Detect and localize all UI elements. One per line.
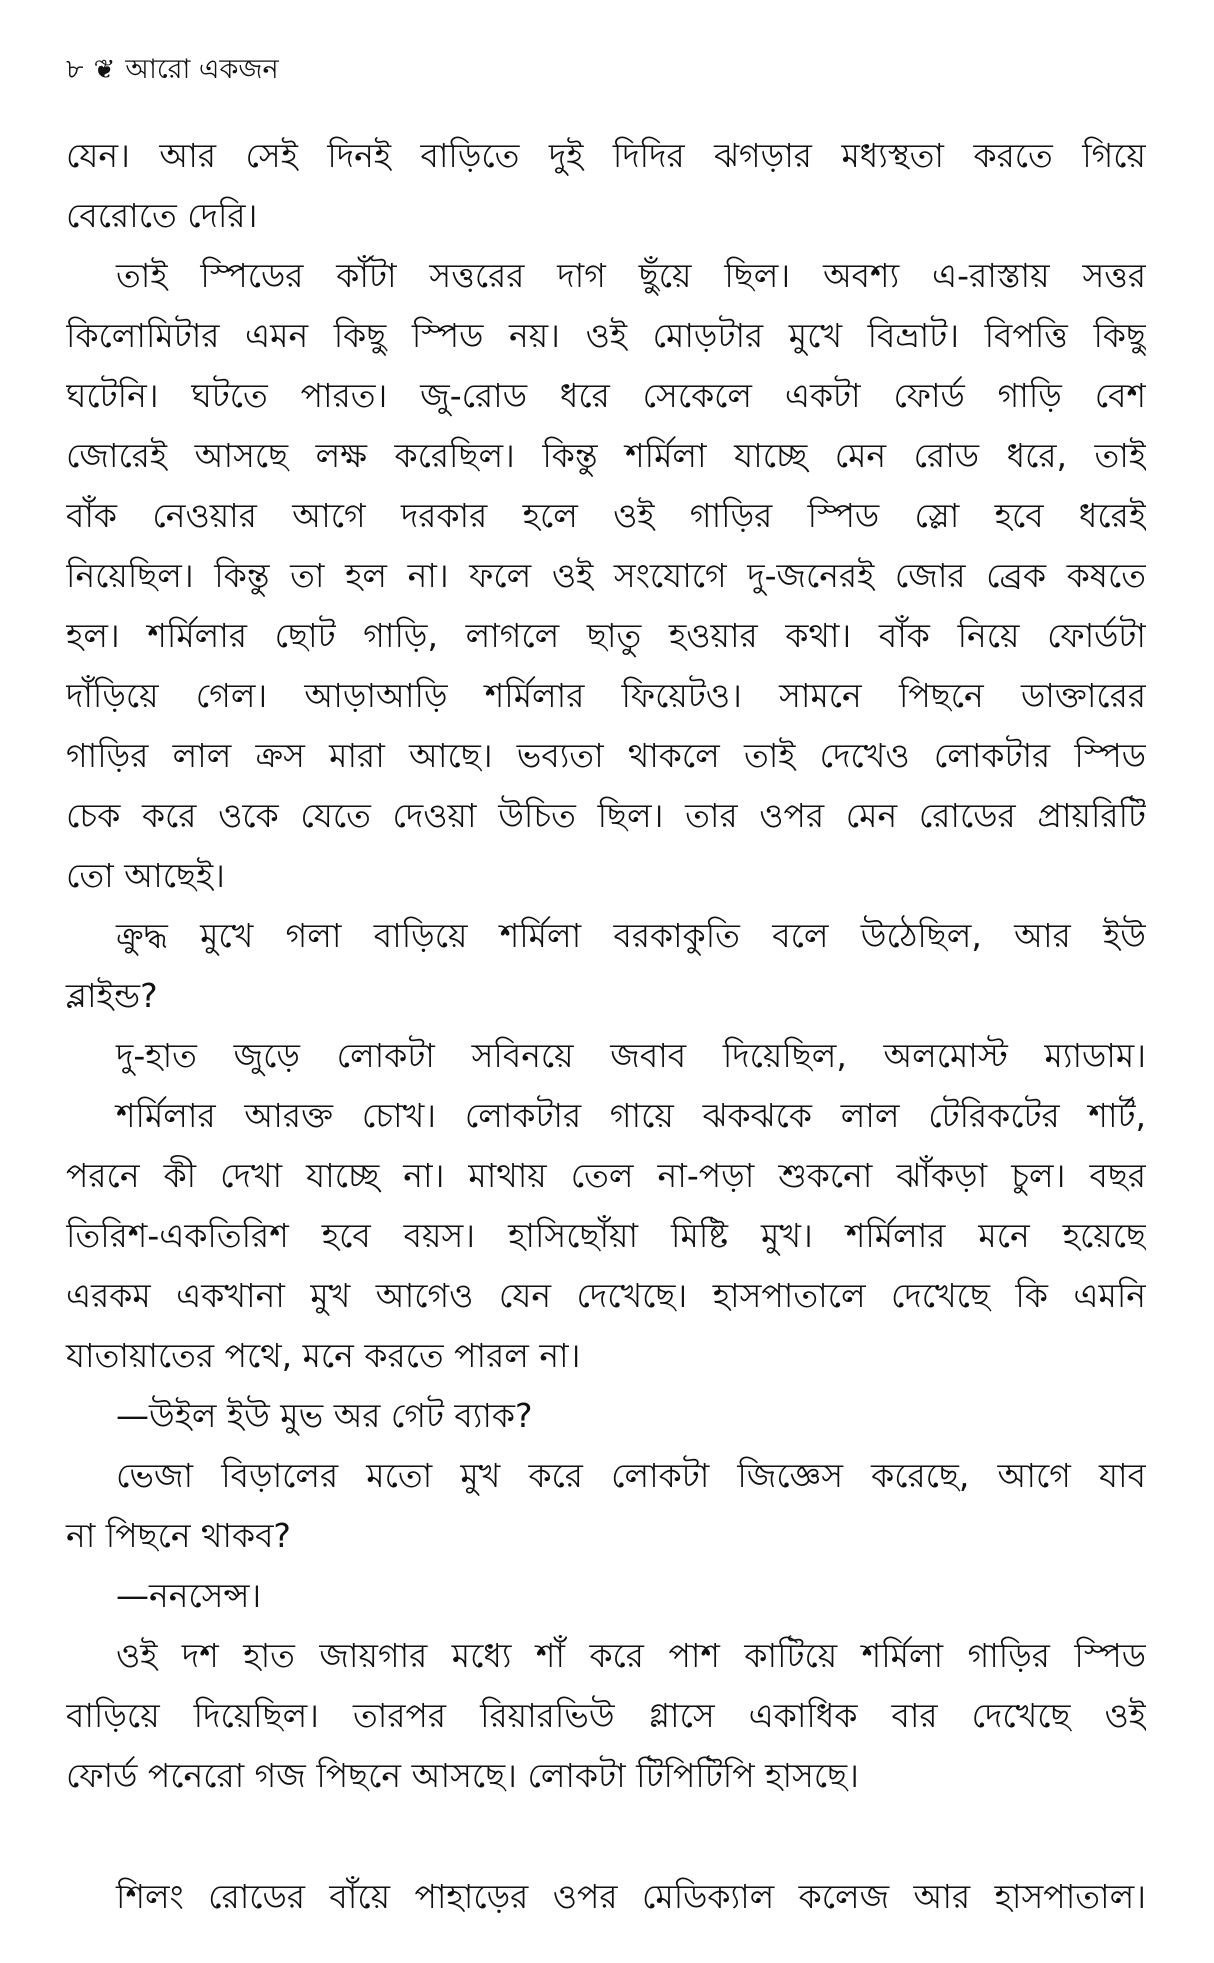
text-line: চেক করে ওকে যেতে দেওয়া উচিত ছিল। তার ওপর মেন রোডের প্রায়রিটি xyxy=(66,796,1146,835)
text-line: —উইল ইউ মুভ অর গেট ব্যাক? xyxy=(116,1396,533,1435)
text-line: তিরিশ-একতিরিশ হবে বয়স। হাসিছোঁয়া মিষ্টি মুখ। শর্মিলার মনে হয়েছে xyxy=(66,1216,1146,1255)
text-line: তো আছেই। xyxy=(66,856,225,895)
text-line: পরনে কী দেখা যাচ্ছে না। মাথায় তেল না-পড়া শুকনো ঝাঁকড়া চুল। বছর xyxy=(66,1156,1146,1195)
text-line: জোরেই আসছে লক্ষ করেছিল। কিন্তু শর্মিলা যাচ্ছে মেন রোড ধরে, তাই xyxy=(66,436,1146,475)
text-line: না পিছনে থাকব? xyxy=(66,1516,291,1555)
text-line: যেন। আর সেই দিনই বাড়িতে দুই দিদির ঝগড়ার মধ্যস্থতা করতে গিয়ে xyxy=(66,136,1146,175)
text-line: বাড়িয়ে দিয়েছিল। তারপর রিয়ারভিউ গ্লাসে একাধিক বার দেখেছে ওই xyxy=(66,1696,1146,1735)
text-line: ঘটেনি। ঘটতে পারত। জু-রোড ধরে সেকেলে একটা ফোর্ড গাড়ি বেশ xyxy=(66,376,1146,415)
body-text xyxy=(66,126,1146,1927)
book-title: আরো একজন xyxy=(125,54,279,85)
text-line: ব্লাইন্ড? xyxy=(66,976,158,1015)
text-line: কিলোমিটার এমন কিছু স্পিড নয়। ওই মোড়টার মুখে বিভ্রাট। বিপত্তি কিছু xyxy=(66,316,1146,355)
text-line: গাড়ির লাল ক্রস মারা আছে। ভব্যতা থাকলে তাই দেখেও লোকটার স্পিড xyxy=(66,736,1146,775)
text-line: তাই স্পিডের কাঁটা সত্তরের দাগ ছুঁয়ে ছিল। অবশ্য এ-রাস্তায় সত্তর xyxy=(116,256,1146,295)
text-line: ভেজা বিড়ালের মতো মুখ করে লোকটা জিজ্ঞেস করেছে, আগে যাব xyxy=(116,1456,1146,1495)
text-line: নিয়েছিল। কিন্তু তা হল না। ফলে ওই সংযোগে দু-জনেরই জোর ব্রেক কষতে xyxy=(66,556,1146,595)
text-line: ক্রুদ্ধ মুখে গলা বাড়িয়ে শর্মিলা বরকাকুতি বলে উঠেছিল, আর ইউ xyxy=(116,916,1146,955)
running-header xyxy=(66,50,279,90)
text-line: এরকম একখানা মুখ আগেও যেন দেখেছে। হাসপাতালে দেখেছে কি এমনি xyxy=(66,1276,1146,1315)
text-line: —ননসেন্স। xyxy=(116,1576,262,1615)
text-line: বাঁক নেওয়ার আগে দরকার হলে ওই গাড়ির স্পিড স্লো হবে ধরেই xyxy=(66,496,1146,535)
text-line: হল। শর্মিলার ছোট গাড়ি, লাগলে ছাতু হওয়ার কথা। বাঁক নিয়ে ফোর্ডটা xyxy=(66,616,1146,655)
text-line: ফোর্ড পনেরো গজ পিছনে আসছে। লোকটা টিপিটিপি হাসছে। xyxy=(66,1756,859,1795)
page-number: ৮ xyxy=(66,54,84,85)
text-line: শর্মিলার আরক্ত চোখ। লোকটার গায়ে ঝকঝকে লাল টেরিকটের শার্ট, xyxy=(116,1096,1146,1135)
text-line: দু-হাত জুড়ে লোকটা সবিনয়ে জবাব দিয়েছিল, অলমোস্ট ম্যাডাম। xyxy=(116,1036,1146,1075)
text-line: ওই দশ হাত জায়গার মধ্যে শাঁ করে পাশ কাটিয়ে শর্মিলা গাড়ির স্পিড xyxy=(116,1636,1146,1675)
leaf-ornament-icon: ❦ xyxy=(93,55,116,85)
text-line: বেরোতে দেরি। xyxy=(66,196,258,235)
text-line: যাতায়াতের পথে, মনে করতে পারল না। xyxy=(66,1336,581,1375)
text-line: শিলং রোডের বাঁয়ে পাহাড়ের ওপর মেডিক্যাল কলেজ আর হাসপাতাল। xyxy=(116,1877,1146,1916)
text-line: দাঁড়িয়ে গেল। আড়াআড়ি শর্মিলার ফিয়েটও। সামনে পিছনে ডাক্তারের xyxy=(66,676,1146,715)
